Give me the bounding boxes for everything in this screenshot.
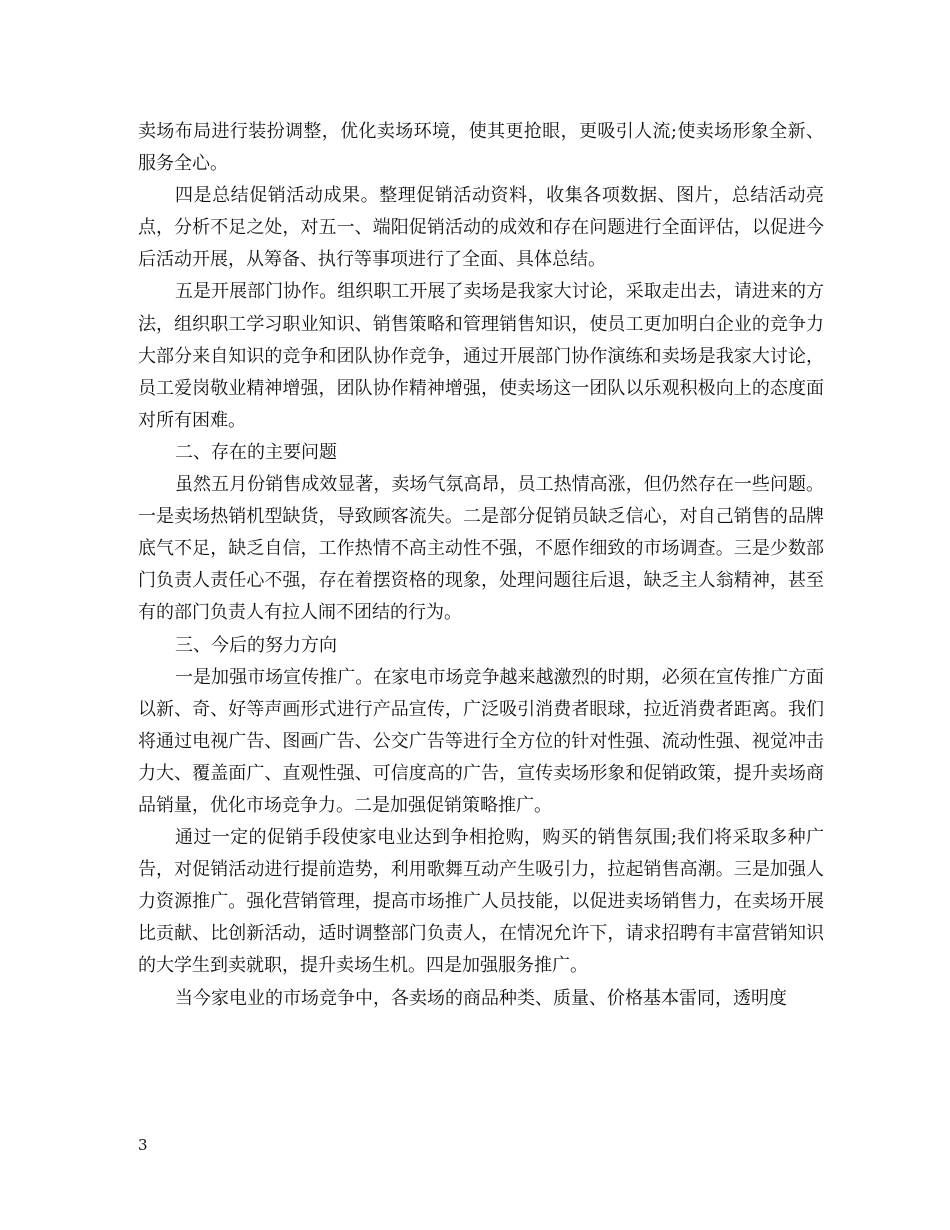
paragraph-1: 卖场布局进行装扮调整，优化卖场环境，使其更抢眼，更吸引人流;使卖场形象全新、服务全心。 xyxy=(138,121,824,175)
section-heading-problems: 二、存在的主要问题 xyxy=(175,441,337,463)
paragraph-6: 通过一定的促销手段使家电业达到争相抢购，购买的销售氛围;我们将采取多种广告，对促销活动进行提前造势，利用歌舞互动产生吸引力，拉起销售高潮。三是加强人力资源推广。强化营销管理，提高市场推广人员技能，以促进卖场销售力，在卖场开展比贡献、比创新活动，适时调整部门负责人，在情况允许下，请求招聘有丰富营销知识的大学生到卖就职，提升卖场生机。四是加强服务推广。 xyxy=(138,827,824,977)
document-page xyxy=(138,116,824,1015)
paragraph-3: 五是开展部门协作。组织职工开展了卖场是我家大讨论，采取走出去，请进来的方法，组织职工学习职业知识、销售策略和管理销售知识，使员工更加明白企业的竞争力大部分来自知识的竞争和团队协作竞争，通过开展部门协作演练和卖场是我家大讨论，员工爱岗敬业精神增强，团队协作精神增强，使卖场这一团队以乐观积极向上的态度面对所有困难。 xyxy=(138,281,824,431)
paragraph-7: 当今家电业的市场竞争中，各卖场的商品种类、质量、价格基本雷同，透明度 xyxy=(175,987,787,1009)
paragraph-2: 四是总结促销活动成果。整理促销活动资料，收集各项数据、图片，总结活动亮点，分析不足之处，对五一、端阳促销活动的成效和存在问题进行全面评估，以促进今后活动开展，从筹备、执行等事项进行了全面、具体总结。 xyxy=(138,185,824,271)
page-number: 3 xyxy=(138,1136,148,1154)
section-heading-direction: 三、今后的努力方向 xyxy=(175,634,337,656)
paragraph-4: 虽然五月份销售成效显著，卖场气氛高昂，员工热情高涨，但仍然存在一些问题。一是卖场热销机型缺货，导致顾客流失。二是部分促销员缺乏信心，对自己销售的品牌底气不足，缺乏自信，工作热情不高主动性不强，不愿作细致的市场调查。三是少数部门负责人责任心不强，存在着摆资格的现象，处理问题往后退，缺乏主人翁精神，甚至有的部门负责人有拉人闹不团结的行为。 xyxy=(138,474,824,624)
paragraph-5: 一是加强市场宣传推广。在家电市场竞争越来越激烈的时期，必须在宣传推广方面以新、奇、好等声画形式进行产品宣传，广泛吸引消费者眼球，拉近消费者距离。我们将通过电视广告、图画广告、公交广告等进行全方位的针对性强、流动性强、视觉冲击力大、覆盖面广、直观性强、可信度高的广告，宣传卖场形象和促销政策，提升卖场商品销量，优化市场竞争力。二是加强促销策略推广。 xyxy=(138,666,824,816)
